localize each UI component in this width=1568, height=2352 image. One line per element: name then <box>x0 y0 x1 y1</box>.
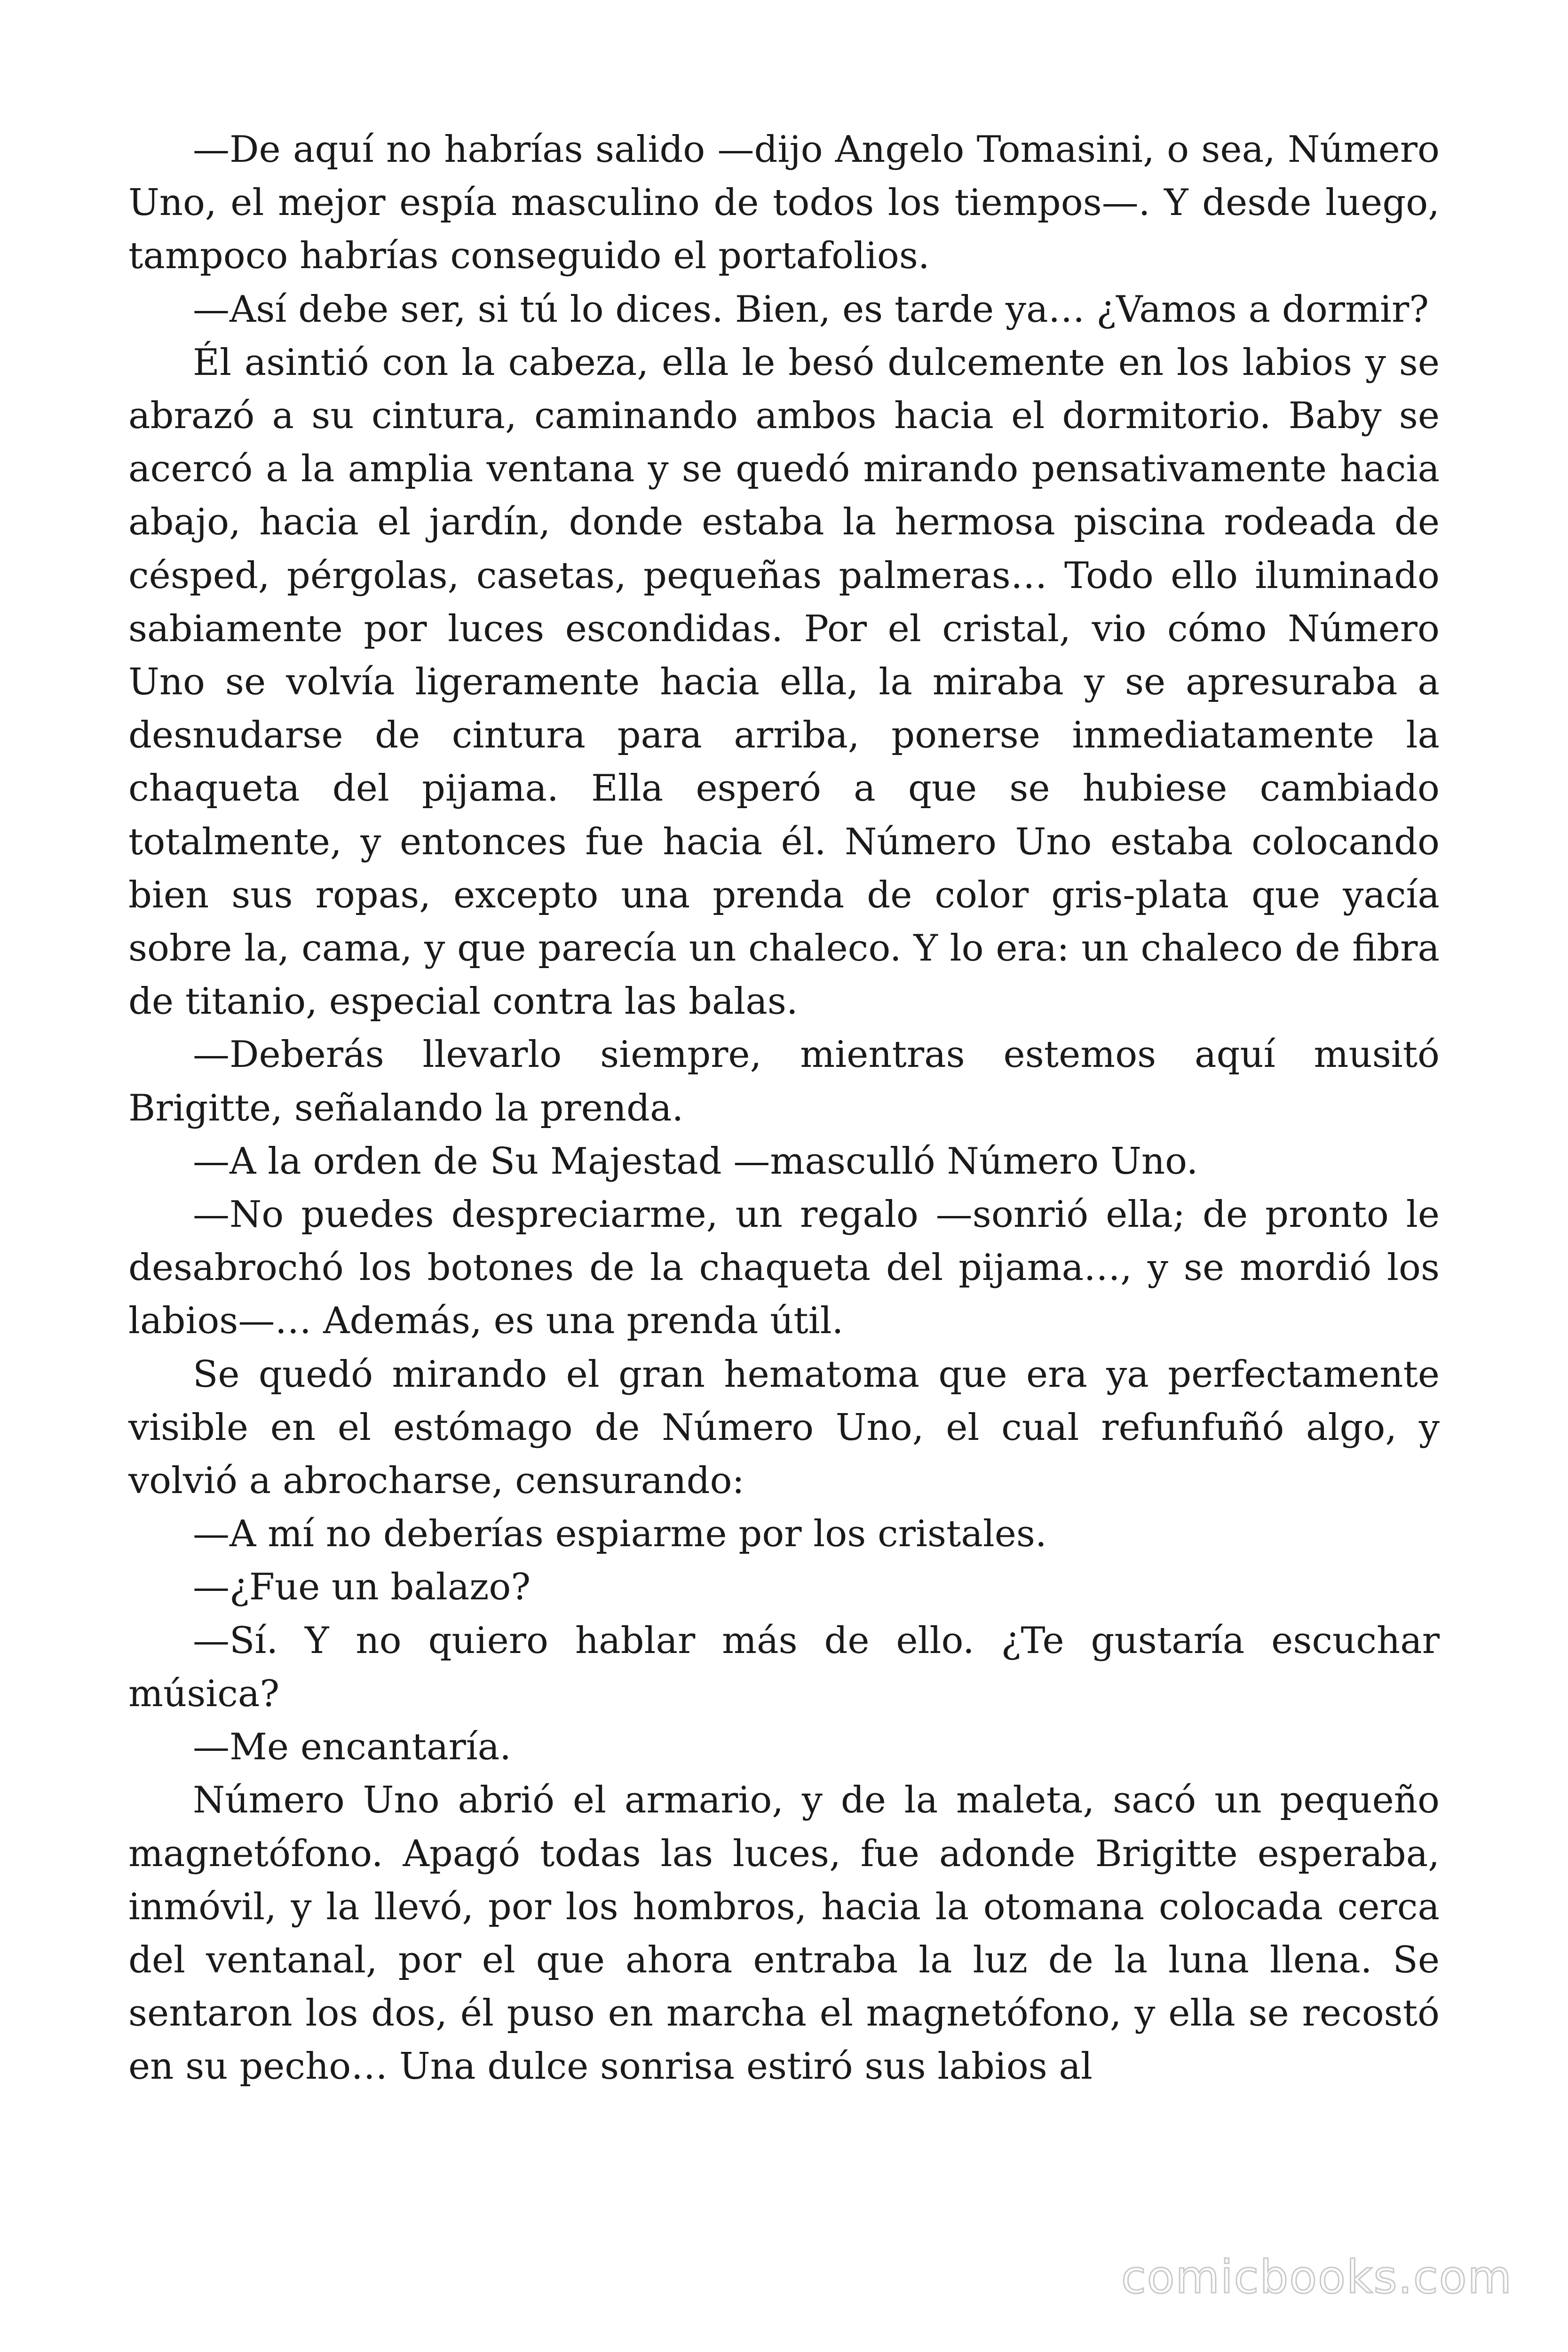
paragraph-7: Se quedó mirando el gran hematoma que era ya perfectamente visible en el estómago de Número Uno, el cual refunfuñó algo, y volvió a abrocharse, censurando: <box>128 1353 1440 1502</box>
paragraph-8: —A mí no deberías espiarme por los cristales. <box>193 1513 1047 1556</box>
paragraph-3: Él asintió con la cabeza, ella le besó dulcemente en los labios y se abrazó a su cintura, caminando ambos hacia el dormitorio. Baby se acercó a la amplia ventana y se quedó mirando pensativamente hacia abajo, hacia el jardín, donde estaba la hermosa piscina rodeada de césped, pérgolas, casetas, pequeñas palmeras… Todo ello iluminado sabiamente por luces escondidas. Por el cristal, vio cómo Número Uno se volvía ligeramente hacia ella, la miraba y se apresuraba a desnudarse de cintura para arriba, ponerse inmediatamente la chaqueta del pijama. Ella esperó a que se hubiese cambiado totalmente, y entonces fue hacia él. Número Uno estaba colocando bien sus ropas, excepto una prenda de color gris-plata que yacía sobre la, cama, y que parecía un chaleco. Y lo era: un chaleco de fibra de titanio, especial contra las balas. <box>128 341 1440 1023</box>
paragraph-1: —De aquí no habrías salido —dijo Angelo Tomasini, o sea, Número Uno, el mejor espía masculino de todos los tiempos—. Y desde luego, tampoco habrías conseguido el portafolios. <box>128 128 1440 278</box>
paragraph-10: —Sí. Y no quiero hablar más de ello. ¿Te gustaría escuchar música? <box>128 1619 1440 1715</box>
paragraph-2: —Así debe ser, si tú lo dices. Bien, es tarde ya… ¿Vamos a dormir? <box>193 288 1429 331</box>
watermark-text: comicbooks.com <box>1121 2251 1513 2304</box>
paragraph-9: —¿Fue un balazo? <box>193 1566 531 1609</box>
paragraph-11: —Me encantaría. <box>193 1726 512 1769</box>
paragraph-12: Número Uno abrió el armario, y de la maleta, sacó un pequeño magnetófono. Apagó todas las luces, fue adonde Brigitte esperaba, inmóvil, y la llevó, por los hombros, hacia la otomana colocada cerca del ventanal, por el que ahora entraba la luz de la luna llena. Se sentaron los dos, él puso en marcha el magnetófono, y ella se recostó en su pecho… Una dulce sonrisa estiró sus labios al <box>128 1779 1440 2088</box>
paragraph-4: —Deberás llevarlo siempre, mientras estemos aquí musitó Brigitte, señalando la prenda. <box>128 1033 1440 1129</box>
paragraph-5: —A la orden de Su Majestad —masculló Número Uno. <box>193 1140 1198 1183</box>
page-body-text <box>128 123 1440 2094</box>
paragraph-6: —No puedes despreciarme, un regalo —sonrió ella; de pronto le desabrochó los botones de la chaqueta del pijama…, y se mordió los labios—… Además, es una prenda útil. <box>128 1193 1440 1343</box>
